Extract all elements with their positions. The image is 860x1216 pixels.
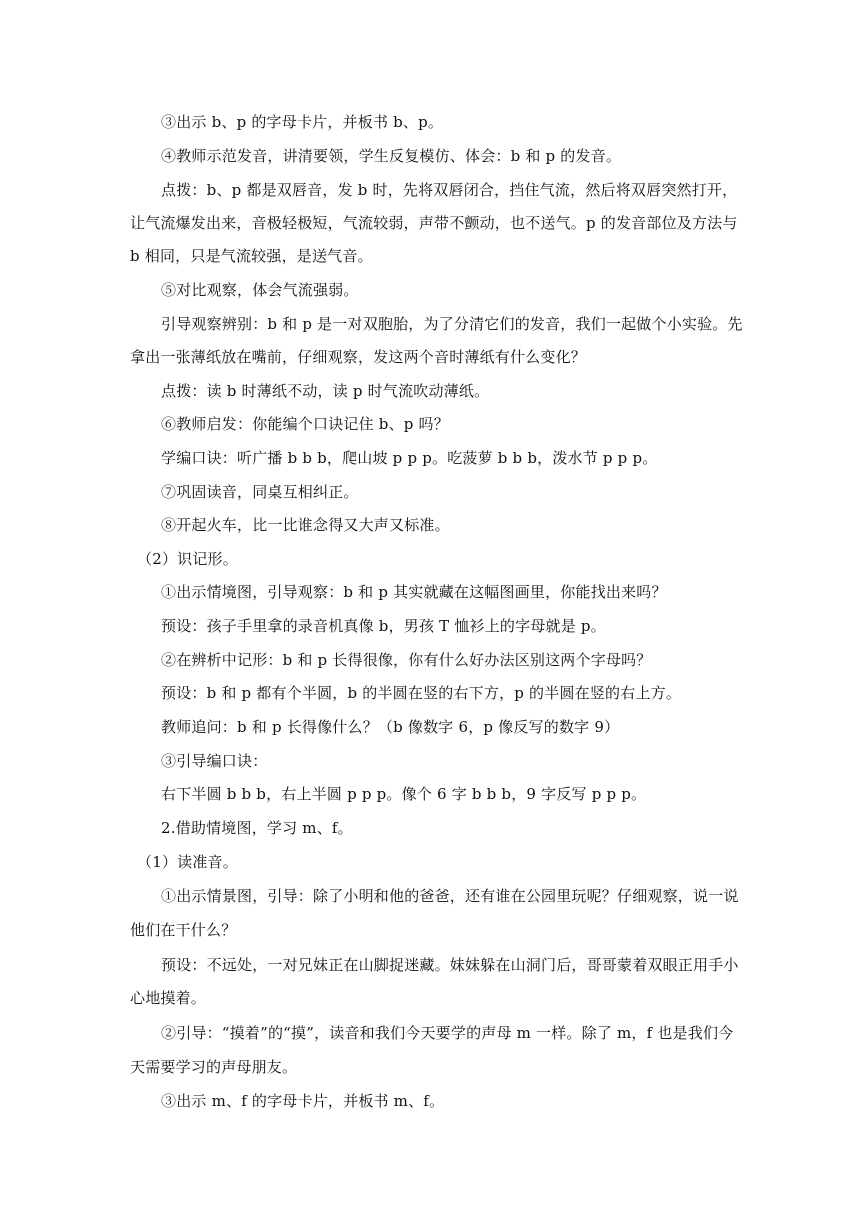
text-line: ①出示情境图，引导观察：b 和 p 其实就藏在这幅图画里，你能找出来吗？: [161, 583, 667, 601]
text-line: 学编口诀：听广播 b b b，爬山坡 p p p。吃菠萝 b b b，泼水节 p p p。: [161, 449, 658, 467]
text-line: ⑧开起火车，比一比谁念得又大声又标准。: [161, 516, 450, 534]
text-line: 点拨：b、p 都是双唇音，发 b 时，先将双唇闭合，挡住气流，然后将双唇突然打开，: [161, 181, 738, 199]
text-line: 他们在干什么？: [130, 921, 237, 939]
text-line: b 相同，只是气流较强，是送气音。: [130, 247, 373, 265]
text-line: 预设：孩子手里拿的录音机真像 b，男孩 T 恤衫上的字母就是 p。: [161, 617, 606, 635]
text-line: ②在辨析中记形：b 和 p 长得很像，你有什么好办法区别这两个字母吗？: [161, 651, 652, 669]
text-line: 教师追问：b 和 p 长得像什么？（b 像数字 6，p 像反写的数字 9）: [161, 718, 620, 736]
section-heading: （1）读准音。: [137, 853, 238, 871]
text-line: ⑥教师启发：你能编个口诀记住 b、p 吗？: [161, 415, 449, 433]
text-line: 点拨：读 b 时薄纸不动，读 p 时气流吹动薄纸。: [161, 382, 490, 400]
text-line: ③引导编口诀：: [161, 752, 268, 770]
text-line: 预设：b 和 p 都有个半圆，b 的半圆在竖的右下方，p 的半圆在竖的右上方。: [161, 684, 682, 702]
section-heading: 2.借助情境图，学习 m、f。: [161, 819, 353, 837]
section-heading: （2）识记形。: [137, 550, 238, 568]
text-line: 让气流爆发出来，音极轻极短，气流较弱，声带不颤动，也不送气。p 的发音部位及方法与: [130, 214, 738, 232]
text-line: ③出示 b、p 的字母卡片，并板书 b、p。: [161, 113, 444, 131]
text-line: 右下半圆 b b b，右上半圆 p p p。像个 6 字 b b b，9 字反写 p p p。: [161, 785, 647, 803]
text-line: ③出示 m、f 的字母卡片，并板书 m、f。: [161, 1092, 445, 1110]
text-line: 引导观察辨别：b 和 p 是一对双胞胎，为了分清它们的发音，我们一起做个小实验。先: [161, 315, 743, 333]
text-line: 心地摸着。: [130, 989, 207, 1007]
text-line: ②引导：“摸着”的“摸”，读音和我们今天要学的声母 m 一样。除了 m，f 也是我们今: [161, 1024, 734, 1042]
text-line: ⑤对比观察，体会气流强弱。: [161, 281, 359, 299]
text-line: 天需要学习的声母朋友。: [130, 1058, 298, 1076]
text-line: ④教师示范发音，讲清要领，学生反复模仿、体会：b 和 p 的发音。: [161, 147, 622, 165]
text-line: 拿出一张薄纸放在嘴前，仔细观察，发这两个音时薄纸有什么变化？: [130, 348, 587, 366]
text-line: 预设：不远处，一对兄妹正在山脚捉迷藏。妹妹躲在山洞门后，哥哥蒙着双眼正用手小: [161, 956, 739, 974]
text-line: ①出示情景图，引导：除了小明和他的爸爸，还有谁在公园里玩呢？仔细观察，说一说: [161, 887, 739, 905]
text-line: ⑦巩固读音，同桌互相纠正。: [161, 483, 359, 501]
